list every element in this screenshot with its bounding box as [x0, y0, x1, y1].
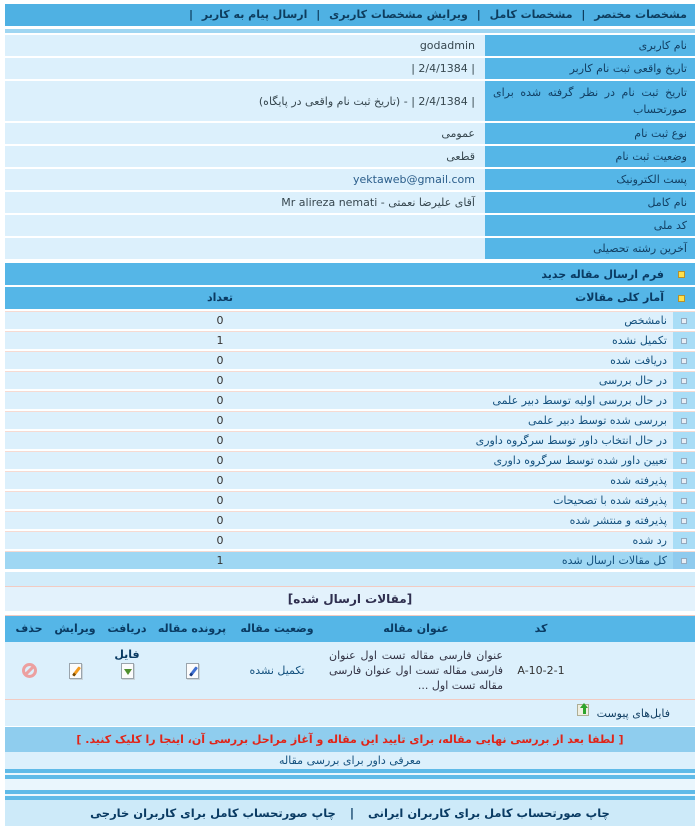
bullet-cell	[673, 332, 695, 349]
nav-link-brief-profile[interactable]: مشخصات مختصر	[594, 8, 687, 21]
profile-value-real-signup-date	[5, 58, 485, 79]
column-header-edit: ویرایش	[54, 622, 96, 635]
value-text: قطعی	[446, 150, 475, 163]
nav-separator: |	[476, 8, 481, 21]
table-row	[5, 146, 695, 167]
divider-bars	[5, 769, 695, 779]
stat-label: پذیرفته شده	[610, 474, 667, 487]
profile-label-real-signup-date: تاریخ واقعی ثبت نام کاربر	[485, 58, 695, 79]
stat-count: 0	[216, 434, 224, 447]
divider-bars	[5, 790, 695, 800]
nav-link-full-profile[interactable]: مشخصات کامل	[489, 8, 573, 21]
stat-row-referee-selection	[5, 431, 695, 449]
new-article-form-label: فرم ارسال مقاله جدید	[541, 267, 664, 281]
stat-label: پذیرفته شده با تصحیحات	[553, 494, 667, 507]
profile-value-email	[5, 169, 485, 190]
square-bullet-icon	[681, 358, 687, 364]
square-bullet-icon	[681, 318, 687, 324]
article-title: عنوان فارسی مقاله تست اول عنوان فارسی مقاله تست اول عنوان فارسی مقاله تست اول ...	[329, 649, 503, 692]
stat-count: 0	[216, 314, 224, 327]
bullet-cell	[673, 412, 695, 429]
profile-label-signup-type: نوع ثبت نام	[485, 123, 695, 144]
square-bullet-icon	[681, 338, 687, 344]
stat-row-referee-assigned	[5, 451, 695, 469]
delete-article-button[interactable]	[5, 663, 53, 678]
square-bullet-icon	[681, 378, 687, 384]
bullet-cell	[673, 452, 695, 469]
bullet-cell	[673, 312, 695, 329]
square-bullet-icon	[681, 538, 687, 544]
submitted-articles-title: [مقالات ارسال شده]	[5, 587, 695, 611]
stat-label: در حال بررسی	[598, 374, 667, 387]
top-nav	[5, 4, 695, 26]
value-text: | 2/4/1384 |	[411, 62, 475, 75]
value-text: Mr alireza nemati - آقای علیرضا نعمتی	[281, 196, 475, 209]
stats-title-cell	[435, 287, 695, 309]
stat-count: 0	[216, 514, 224, 527]
column-header-status: وضعیت مقاله	[240, 622, 314, 635]
stat-count: 1	[216, 554, 224, 567]
stat-row-accepted-with-corrections	[5, 491, 695, 509]
pencil-glyph	[71, 666, 80, 677]
value-text: | 2/4/1384 | - (تاریخ ثبت نام واقعی در پایگاه)	[258, 94, 475, 108]
bullet-cell	[673, 512, 695, 529]
attachments-row	[5, 700, 695, 726]
table-row	[5, 169, 695, 190]
article-stats-table	[5, 287, 695, 569]
stat-label: در حال بررسی اولیه توسط دبیر علمی	[492, 394, 667, 407]
spacer	[5, 779, 695, 790]
value-text: عمومی	[441, 127, 475, 140]
profile-value-signup-type	[5, 123, 485, 144]
stat-row-received	[5, 351, 695, 369]
column-header-delete: حذف	[15, 622, 43, 635]
profile-label-email: پست الکترونیک	[485, 169, 695, 190]
profile-label-full-name: نام کامل	[485, 192, 695, 213]
divider-strip	[5, 29, 695, 33]
article-file-button[interactable]	[157, 663, 227, 679]
nav-separator: |	[316, 8, 321, 21]
stat-row-accepted-published	[5, 511, 695, 529]
square-bullet-icon	[681, 398, 687, 404]
bullet-cell	[673, 392, 695, 409]
profile-value-signup-status	[5, 146, 485, 167]
profile-table	[5, 35, 695, 259]
yellow-square-icon	[678, 295, 685, 302]
stat-row-rejected	[5, 531, 695, 549]
edit-article-button[interactable]	[53, 663, 97, 679]
column-header-title: عنوان مقاله	[383, 622, 449, 635]
square-bullet-icon	[681, 418, 687, 424]
stat-label: نامشخص	[624, 314, 667, 327]
stat-label: بررسی شده توسط دبیر علمی	[527, 414, 667, 427]
nav-link-edit-profile[interactable]: ویرایش مشخصات کاربری	[329, 8, 468, 21]
profile-label-username: نام کاربری	[485, 35, 695, 56]
article-code: A-10-2-1	[517, 664, 565, 677]
stat-count: 0	[216, 414, 224, 427]
profile-label-billing-signup-date: تاریخ ثبت نام در نظر گرفته شده برای صورتحساب	[485, 81, 695, 121]
profile-value-username	[5, 35, 485, 56]
stats-count-header: تعداد	[206, 291, 234, 304]
down-arrow-glyph	[124, 669, 132, 675]
stat-row-unknown	[5, 311, 695, 329]
stat-label: در حال انتخاب داور توسط سرگروه داوری	[475, 434, 667, 447]
stat-label: پذیرفته و منتشر شده	[569, 514, 667, 527]
yellow-square-icon	[678, 271, 685, 278]
table-row	[5, 35, 695, 56]
table-row	[5, 238, 695, 259]
nav-separator: |	[581, 8, 586, 21]
download-icon	[121, 663, 134, 679]
profile-value-national-id	[5, 215, 485, 236]
bullet-cell	[673, 352, 695, 369]
spacer-row	[5, 572, 695, 586]
column-header-file: پرونده مقاله	[157, 622, 227, 635]
stat-row-under-review	[5, 371, 695, 389]
bullet-cell	[673, 432, 695, 449]
stat-count: 0	[216, 374, 224, 387]
edit-icon	[69, 663, 82, 679]
table-row	[5, 81, 695, 121]
value-text: godadmin	[419, 39, 475, 52]
articles-table	[5, 615, 695, 726]
table-row	[5, 123, 695, 144]
stat-count: 0	[216, 354, 224, 367]
square-bullet-icon	[681, 498, 687, 504]
stat-count: 0	[216, 474, 224, 487]
upload-icon	[577, 704, 589, 716]
article-row	[5, 642, 695, 700]
bullet-cell	[673, 492, 695, 509]
stat-label: تکمیل نشده	[611, 334, 667, 347]
suggest-referee-link[interactable]: معرفی داور برای بررسی مقاله	[5, 752, 695, 769]
no-entry-icon	[22, 663, 37, 678]
stat-label: دریافت شده	[610, 354, 667, 367]
profile-value-last-degree	[5, 238, 485, 259]
square-bullet-icon	[681, 478, 687, 484]
stat-row-initial-editor-review	[5, 391, 695, 409]
articles-table-header	[5, 616, 695, 661]
stat-label: رد شده	[632, 534, 667, 547]
article-status: تکمیل نشده	[249, 664, 305, 677]
footer-separator: |	[349, 806, 355, 820]
stats-header-row	[5, 287, 695, 309]
pen-glyph	[188, 666, 197, 677]
stat-count: 0	[216, 534, 224, 547]
attachments-link[interactable]: فایل‌های پیوست	[596, 706, 670, 720]
email-link[interactable]: yektaweb@gmail.com	[353, 173, 475, 186]
stat-count: 0	[216, 494, 224, 507]
square-bullet-icon	[681, 458, 687, 464]
profile-label-signup-status: وضعیت ثبت نام	[485, 146, 695, 167]
bullet-cell	[673, 552, 695, 569]
table-row	[5, 192, 695, 213]
bullet-cell	[673, 472, 695, 489]
stat-row-total-submitted	[5, 551, 695, 569]
column-header-code: کد	[534, 622, 548, 635]
table-row	[5, 215, 695, 236]
nav-link-send-message[interactable]: ارسال پیام به کاربر	[201, 8, 308, 21]
stat-count: 0	[216, 454, 224, 467]
print-invoice-iranian-link[interactable]: چاپ صورتحساب کامل برای کاربران ایرانی	[368, 806, 610, 820]
stat-label: تعیین داور شده توسط سرگروه داوری	[493, 454, 667, 467]
download-file-button[interactable]	[97, 663, 157, 679]
square-bullet-icon	[681, 518, 687, 524]
square-bullet-icon	[681, 558, 687, 564]
footer	[5, 800, 695, 826]
bullet-cell	[673, 372, 695, 389]
stat-count: 1	[216, 334, 224, 347]
stat-label: کل مقالات ارسال شده	[561, 554, 667, 567]
profile-value-full-name	[5, 192, 485, 213]
stat-row-accepted	[5, 471, 695, 489]
article-file-icon	[186, 663, 199, 679]
new-article-form-link[interactable]	[5, 263, 695, 285]
profile-label-national-id: کد ملی	[485, 215, 695, 236]
profile-label-last-degree: آخرین رشته تحصیلی	[485, 238, 695, 259]
stat-row-incomplete	[5, 331, 695, 349]
stat-count: 0	[216, 394, 224, 407]
stat-row-editor-reviewed	[5, 411, 695, 429]
nav-separator: |	[188, 8, 194, 21]
confirm-article-link[interactable]: [ لطفا بعد از بررسی نهایی مقاله، برای تایید این مقاله و آغاز مراحل بررسی آن، اینجا را کلیک کنید. ]	[5, 727, 695, 752]
print-invoice-foreign-link[interactable]: چاپ صورتحساب کامل برای کاربران خارجی	[90, 806, 336, 820]
stats-title: آمار کلی مقالات	[575, 291, 664, 304]
header-spacer	[577, 616, 695, 642]
column-header-download: دریافت فایل	[107, 622, 147, 661]
profile-value-billing-signup-date	[5, 81, 485, 121]
bullet-cell	[673, 532, 695, 549]
square-bullet-icon	[681, 438, 687, 444]
table-row	[5, 58, 695, 79]
